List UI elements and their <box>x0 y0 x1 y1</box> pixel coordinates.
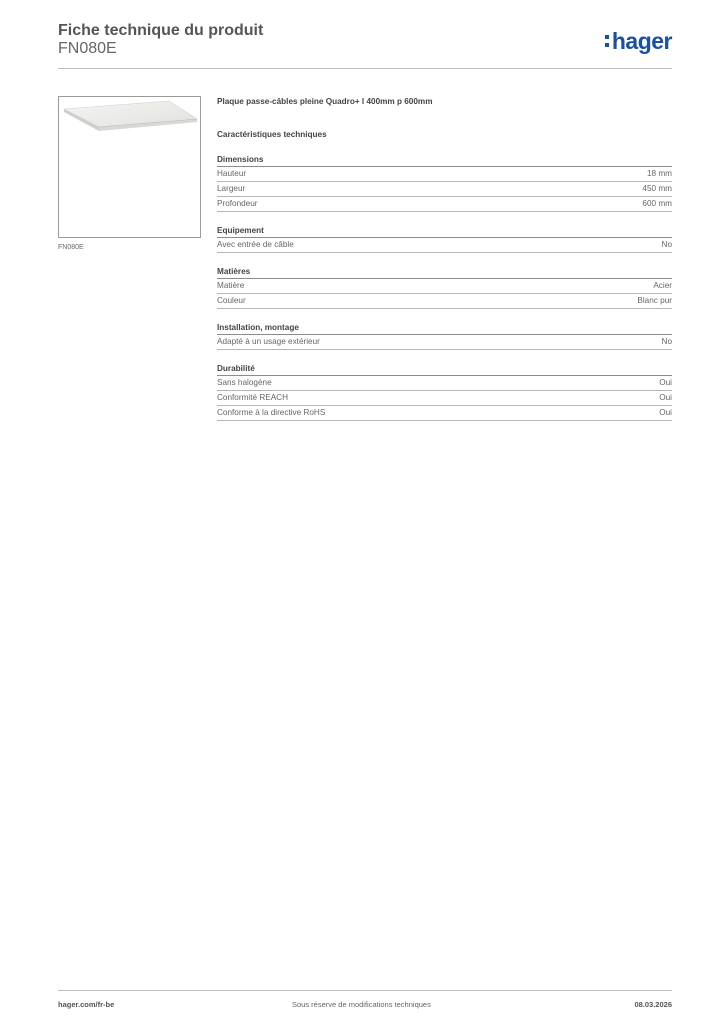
spec-value: Oui <box>659 378 672 387</box>
document-title: Fiche technique du produit <box>58 22 264 39</box>
page-header <box>58 20 672 69</box>
spec-row-hauteur <box>217 167 672 182</box>
section-dimensions <box>217 154 672 212</box>
spec-value: Acier <box>653 281 672 290</box>
hager-logo <box>605 28 672 55</box>
spec-label: Profondeur <box>217 199 258 208</box>
footer-disclaimer: Sous réserve de modifications techniques <box>292 1000 431 1009</box>
spec-value: 600 mm <box>642 199 672 208</box>
section-title: Dimensions <box>217 154 672 167</box>
spec-row-entree-cable <box>217 238 672 253</box>
product-image <box>58 96 201 238</box>
spec-value: No <box>661 240 672 249</box>
spec-value: 450 mm <box>642 184 672 193</box>
spec-row-couleur <box>217 294 672 309</box>
spec-row-sans-halogene <box>217 376 672 391</box>
spec-value: 18 mm <box>646 169 672 178</box>
section-installation <box>217 322 672 350</box>
section-matieres <box>217 266 672 309</box>
specifications <box>217 96 672 421</box>
spec-row-usage-exterieur <box>217 335 672 350</box>
spec-label: Matière <box>217 281 245 290</box>
spec-row-largeur <box>217 182 672 197</box>
section-equipement <box>217 225 672 253</box>
section-title: Equipement <box>217 225 672 238</box>
spec-value: No <box>661 337 672 346</box>
section-durabilite <box>217 363 672 421</box>
spec-row-matiere <box>217 279 672 294</box>
logo-text: hager <box>611 28 672 54</box>
section-title: Durabilité <box>217 363 672 376</box>
product-description: Plaque passe-câbles pleine Quadro+ l 400mm p 600mm <box>217 97 433 106</box>
logo-colon-icon <box>605 34 609 48</box>
spec-label: Conformité REACH <box>217 393 288 402</box>
tech-characteristics-heading: Caractéristiques techniques <box>217 130 327 139</box>
page-footer <box>58 990 672 1014</box>
spec-value: Oui <box>659 393 672 402</box>
product-code: FN080E <box>58 40 117 57</box>
spec-value: Oui <box>659 408 672 417</box>
spec-label: Couleur <box>217 296 246 305</box>
spec-value: Blanc pur <box>637 296 672 305</box>
footer-website-link[interactable]: hager.com/fr-be <box>58 1000 115 1009</box>
section-title: Matières <box>217 266 672 279</box>
spec-label: Sans halogène <box>217 378 272 387</box>
footer-date: 08.03.2026 <box>634 1000 672 1009</box>
cable-gland-plate-illustration <box>59 97 202 239</box>
image-caption: FN080E <box>58 244 84 251</box>
spec-label: Adapté à un usage extérieur <box>217 337 320 346</box>
spec-row-profondeur <box>217 197 672 212</box>
spec-row-rohs <box>217 406 672 421</box>
spec-label: Avec entrée de câble <box>217 240 294 249</box>
spec-label: Largeur <box>217 184 246 193</box>
spec-label: Conforme à la directive RoHS <box>217 408 326 417</box>
spec-row-reach <box>217 391 672 406</box>
spec-label: Hauteur <box>217 169 247 178</box>
section-title: Installation, montage <box>217 322 672 335</box>
